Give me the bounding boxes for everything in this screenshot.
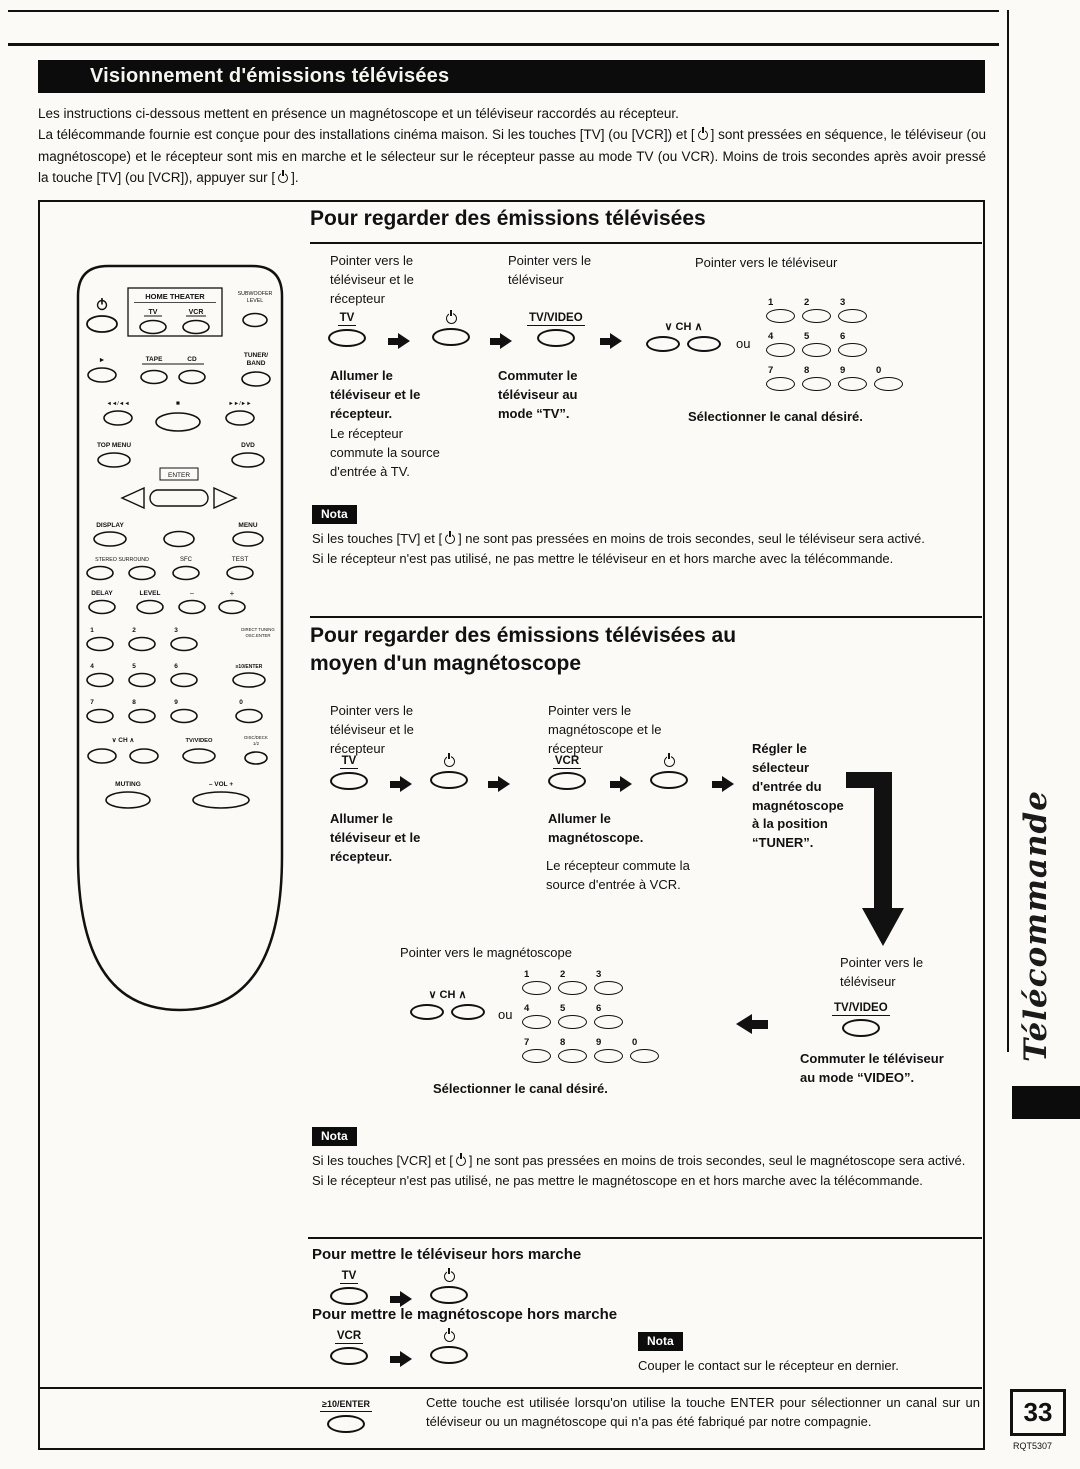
button-label: ≥10/ENTER <box>320 1398 372 1412</box>
remote-label-level: LEVEL <box>246 298 264 304</box>
remote-label-sfc: SFC <box>180 557 192 563</box>
remote-label-band: BAND <box>246 360 266 367</box>
keypad-row <box>522 970 666 1004</box>
power-icon <box>444 1271 455 1282</box>
intro-text <box>38 103 986 188</box>
keypad-row <box>766 298 910 332</box>
page-number-box <box>1010 1389 1066 1436</box>
remote-label-dvd: DVD <box>241 442 255 449</box>
tv-video-button-diagram <box>527 312 585 347</box>
remote-label-display: DISPLAY <box>96 522 124 529</box>
s2-step4-action: Sélectionner le canal désiré. <box>433 1081 608 1096</box>
button-oval <box>330 1287 368 1305</box>
divider <box>40 1387 982 1389</box>
arrow-right-icon <box>600 333 622 349</box>
s2-step1-action: Allumer le téléviseur et le récepteur. <box>330 811 421 864</box>
s2-step2-pointer: Pointer vers le magnétoscope et le récepteur <box>548 703 662 756</box>
arrow-right-icon <box>488 776 510 792</box>
s1-step2-pointer: Pointer vers le téléviseur <box>508 253 592 287</box>
key-8: 8 <box>558 1038 594 1072</box>
remote-label-direct-tuning: DIRECT TUNING <box>241 627 275 632</box>
power-icon <box>444 1331 455 1342</box>
remote-label-cd: CD <box>187 356 197 363</box>
tv-off-title: Pour mettre le téléviseur hors marche <box>312 1246 582 1263</box>
s2-step3-action: Régler le sélecteur d'entrée du magnétoscope à la position “TUNER”. <box>752 741 844 851</box>
keypad-row <box>522 1038 666 1072</box>
vcr-button-diagram <box>548 755 586 790</box>
key-4: 4 <box>766 332 802 366</box>
s1-nota-text <box>312 529 982 568</box>
ch-label: ∨ CH ∧ <box>428 989 467 1001</box>
button-oval <box>650 771 688 789</box>
s1-nota-line1: Si les touches [TV] et [ ] ne sont pas pressées en moins de trois secondes, seul le téléviseur sera activé. <box>312 531 925 546</box>
button-oval <box>548 772 586 790</box>
button-oval <box>328 329 366 347</box>
button-label: TV/VIDEO <box>834 1002 888 1014</box>
remote-label-tuner: TUNER/ <box>243 352 269 359</box>
key-7: 7 <box>522 1038 558 1072</box>
nota-badge: Nota <box>638 1332 683 1351</box>
remote-label-tape: TAPE <box>145 356 163 363</box>
ou-label: ou <box>498 1007 513 1022</box>
ch-label: ∨ CH ∧ <box>664 321 703 333</box>
tv-button-diagram <box>328 312 366 347</box>
arrow-right-icon <box>490 333 512 349</box>
button-oval <box>430 771 468 789</box>
arrow-right-icon <box>390 1291 412 1307</box>
key-3: 3 <box>838 298 874 332</box>
section2-top-rule <box>310 616 982 618</box>
section1-title-rule <box>310 242 982 244</box>
page-title-bar <box>38 60 985 93</box>
remote-digit: 2 <box>132 627 136 634</box>
arrow-right-icon <box>610 776 632 792</box>
remote-digit: 1 <box>90 627 94 634</box>
s2-step4-pointer: Pointer vers le magnétoscope <box>400 945 572 960</box>
remote-label-plus: + <box>229 589 235 598</box>
ch-ovals <box>410 1004 485 1020</box>
keypad-row <box>766 332 910 366</box>
button-oval <box>432 328 470 346</box>
s1-step3-pointer: Pointer vers le téléviseur <box>695 255 838 270</box>
remote-label-tv-video: TV/VIDEO <box>185 738 213 744</box>
key-1: 1 <box>766 298 802 332</box>
s2-nota-text <box>312 1151 982 1190</box>
right-vertical-rule <box>1007 10 1009 1052</box>
remote-buttons <box>78 266 282 1010</box>
s2-step5-action: Commuter le téléviseur au mode “VIDEO”. <box>800 1051 944 1085</box>
arrow-right-icon <box>390 1351 412 1367</box>
number-keypad-diagram <box>766 298 910 400</box>
remote-label-enter: ENTER <box>167 472 191 479</box>
s1-step1-pointer: Pointer vers le téléviseur et le récepteur <box>330 253 414 306</box>
ch-up-oval <box>451 1004 485 1020</box>
document-code: RQT5307 <box>1013 1441 1053 1451</box>
off-nota-text: Couper le contact sur le récepteur en dernier. <box>638 1358 899 1373</box>
s1-step1-note: Le récepteur commute la source d'entrée à TV. <box>330 426 440 479</box>
key-0: 0 <box>874 366 910 400</box>
power-icon <box>664 756 675 767</box>
power-icon <box>445 534 455 544</box>
ge10-enter-button-diagram <box>320 1398 372 1433</box>
remote-digit: 5 <box>132 663 136 670</box>
arrow-right-icon <box>388 333 410 349</box>
remote-digit: 6 <box>174 663 178 670</box>
nota-badge: Nota <box>312 1127 357 1146</box>
keypad-row <box>766 366 910 400</box>
power-icon <box>698 130 708 140</box>
nota-badge: Nota <box>312 505 357 524</box>
remote-label-home-theater: HOME THEATER <box>145 292 205 301</box>
section2-title-line1: Pour regarder des émissions télévisées au <box>310 624 737 647</box>
intro-line-2: La télécommande fournie est conçue pour des installations cinéma maison. Si les touches [TV] (ou [VCR]) et [ ] sont pressées en séquence, le téléviseur (ou magnétoscope) et le récepteur sont mis en marche et le sélecteur sur le récepteur passe au mode TV (ou VCR). Moins de trois secondes après avoir pressé la touche [TV] (ou [VCR]), appuyer sur [ ]. <box>38 127 986 185</box>
power-button-diagram <box>430 1330 468 1364</box>
remote-label-ff: ►►/►► <box>228 401 252 407</box>
power-icon <box>278 173 288 183</box>
button-label: TV/VIDEO <box>529 312 583 324</box>
remote-label-top-menu: TOP MENU <box>96 442 132 449</box>
remote-label-ch: ∨ CH ∧ <box>111 737 135 744</box>
button-label: TV <box>339 312 355 324</box>
top-rule-thick <box>8 43 999 46</box>
s1-step2-action: Commuter le téléviseur au mode “TV”. <box>498 368 578 421</box>
button-label: TV <box>341 755 357 767</box>
ch-up-oval <box>687 336 721 352</box>
vcr-button-diagram <box>330 1330 368 1365</box>
arrow-right-icon <box>390 776 412 792</box>
chapter-tab-marker <box>1012 1086 1080 1119</box>
remote-label-stop: ■ <box>176 400 180 407</box>
button-oval <box>430 1346 468 1364</box>
s2-step2-action: Allumer le magnétoscope. <box>548 811 644 845</box>
ch-down-oval <box>410 1004 444 1020</box>
section1-title: Pour regarder des émissions télévisées <box>310 207 706 230</box>
page-title: Visionnement d'émissions télévisées <box>90 65 450 87</box>
s1-nota-line2: Si le récepteur n'est pas utilisé, ne pas mettre le téléviseur en et hors marche avec la télécommande. <box>312 550 894 566</box>
power-icon <box>446 313 457 324</box>
s1-step1-action: Allumer le téléviseur et le récepteur. <box>330 368 421 421</box>
power-button-diagram <box>430 1270 468 1304</box>
button-oval <box>330 1347 368 1365</box>
ch-down-oval <box>646 336 680 352</box>
remote-label-play: ► <box>98 357 106 364</box>
s2-step2-note: Le récepteur commute la source d'entrée à VCR. <box>546 858 690 892</box>
key-5: 5 <box>558 1004 594 1038</box>
remote-label-disc-deck-12: 1/2 <box>253 741 259 746</box>
arrow-right-icon <box>712 776 734 792</box>
page-number: 33 <box>1023 1397 1053 1427</box>
ch-ovals <box>646 336 721 352</box>
number-keypad-diagram <box>522 970 666 1072</box>
remote-label-ge10-enter: ≥10/ENTER <box>235 664 263 670</box>
remote-label-test: TEST <box>231 556 249 563</box>
remote-label-tv: TV <box>148 309 158 316</box>
remote-label-muting: MUTING <box>115 781 141 788</box>
remote-digit: 8 <box>132 699 136 706</box>
top-rule-thin <box>8 10 999 12</box>
remote-label-osc-enter: OSC.ENTER <box>245 633 271 638</box>
tv-button-diagram <box>330 755 368 790</box>
chapter-label-vertical: Télécommande <box>1018 790 1054 1062</box>
power-icon <box>444 756 455 767</box>
key-4: 4 <box>522 1004 558 1038</box>
key-3: 3 <box>594 970 630 1004</box>
button-oval <box>430 1286 468 1304</box>
key-2: 2 <box>558 970 594 1004</box>
channel-buttons-diagram <box>410 988 485 1020</box>
s2-step5-pointer: Pointer vers le téléviseur <box>840 955 924 989</box>
remote-digit: 4 <box>90 663 94 670</box>
power-button-diagram <box>650 755 688 789</box>
vcr-off-title: Pour mettre le magnétoscope hors marche <box>312 1306 618 1323</box>
s2-step1-pointer: Pointer vers le téléviseur et le récepteur <box>330 703 414 756</box>
remote-label-subwoofer: SUBWOOFER <box>237 291 273 297</box>
remote-label-delay: DELAY <box>91 590 113 597</box>
button-label: TV <box>341 1270 357 1282</box>
remote-label-rew: ◄◄/◄◄ <box>106 401 130 407</box>
s2-nota-line1: Si les touches [VCR] et [ ] ne sont pas pressées en moins de trois secondes, seul le magnétoscope sera activé. <box>312 1153 966 1168</box>
channel-buttons-diagram <box>646 320 721 352</box>
remote-label-minus: – <box>190 590 194 597</box>
button-oval <box>537 329 575 347</box>
key-1: 1 <box>522 970 558 1004</box>
power-icon <box>456 1156 466 1166</box>
remote-label-stereo-surround: STEREO SURROUND <box>95 557 149 563</box>
key-9: 9 <box>838 366 874 400</box>
instruction-box <box>38 200 985 1450</box>
power-button-diagram <box>432 312 470 346</box>
button-label: VCR <box>336 1330 362 1342</box>
key-6: 6 <box>838 332 874 366</box>
remote-digit: 7 <box>90 699 94 706</box>
remote-label-vol: – VOL + <box>208 781 234 788</box>
remote-label-level2: LEVEL <box>139 590 161 597</box>
key-6: 6 <box>594 1004 630 1038</box>
remote-label-disc-deck: DISC/DECK <box>244 735 268 740</box>
remote-labels <box>90 291 275 788</box>
remote-digit: 9 <box>174 699 178 706</box>
remote-label-menu: MENU <box>238 522 258 529</box>
intro-line-1: Les instructions ci-dessous mettent en présence un magnétoscope et un téléviseur raccordés au récepteur. <box>38 106 679 121</box>
s1-step3-action: Sélectionner le canal désiré. <box>688 409 863 424</box>
arrow-corner-down-icon <box>846 768 908 950</box>
tv-video-button-diagram <box>832 1002 890 1037</box>
button-oval <box>330 772 368 790</box>
remote-digit: 0 <box>239 699 243 706</box>
keypad-row <box>522 1004 666 1038</box>
key-8: 8 <box>802 366 838 400</box>
divider <box>308 1237 982 1239</box>
key-5: 5 <box>802 332 838 366</box>
key-9: 9 <box>594 1038 630 1072</box>
ge10-note-text: Cette touche est utilisée lorsqu'on utilise la touche ENTER pour sélectionner un canal sur un téléviseur ou un magnétoscope qui n'a pas été fabriqué par notre compagnie. <box>426 1395 980 1429</box>
ou-label: ou <box>736 336 751 351</box>
arrow-left-icon <box>736 1014 768 1034</box>
tv-button-diagram <box>330 1270 368 1305</box>
remote-control-illustration <box>56 258 304 1018</box>
button-label: VCR <box>554 755 580 767</box>
button-oval <box>842 1019 880 1037</box>
button-oval <box>327 1415 365 1433</box>
key-7: 7 <box>766 366 802 400</box>
power-button-diagram <box>430 755 468 789</box>
remote-digit: 3 <box>174 627 178 634</box>
s2-nota-line2: Si le récepteur n'est pas utilisé, ne pas mettre le magnétoscope en et hors marche avec la télécommande. <box>312 1172 923 1188</box>
key-0: 0 <box>630 1038 666 1072</box>
remote-label-vcr: VCR <box>188 309 204 316</box>
section2-title-line2: moyen d'un magnétoscope <box>310 652 582 675</box>
key-2: 2 <box>802 298 838 332</box>
